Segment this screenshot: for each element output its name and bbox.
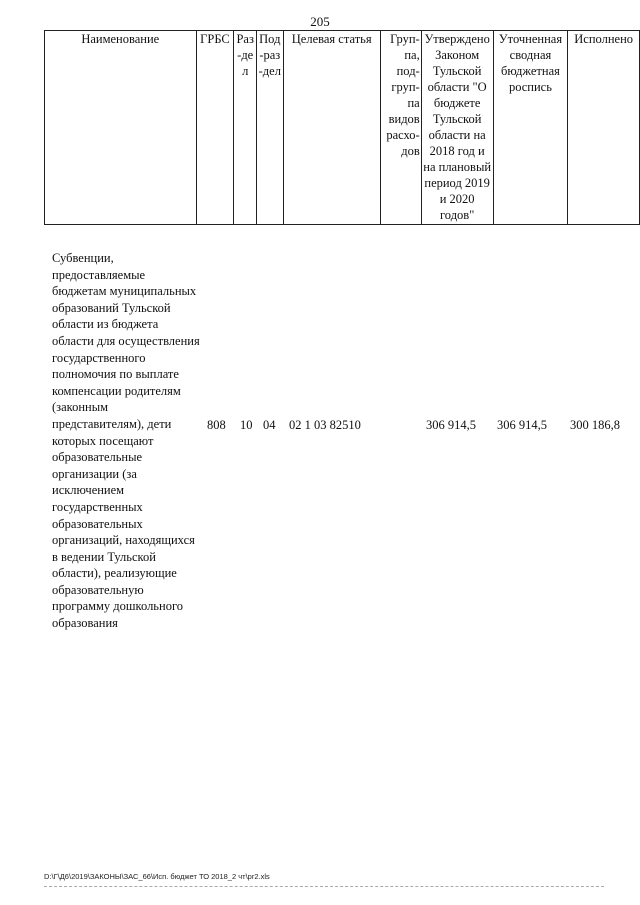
row-executed: 300 186,8 — [570, 418, 620, 432]
header-name: Наименование — [45, 31, 197, 225]
header-podrazdel: Под-раз-дел — [257, 31, 284, 225]
header-razdel: Раз-дел — [234, 31, 257, 225]
header-approved: Утверждено Законом Тульской области "О бюджете Тульской области на 2018 год и на плановый период 2019 и 2020 годов" — [421, 31, 493, 225]
page-number: 205 — [310, 14, 330, 29]
header-group: Груп-па, под-груп-па видов расхо-дов — [380, 31, 421, 225]
row-approved: 306 914,5 — [426, 418, 476, 432]
footer-divider — [44, 886, 604, 887]
row-grbs: 808 — [207, 418, 226, 432]
file-path-footer: D:\Г\Д6\2019\ЗАКОНЫ\ЗАС_66\Исп. бюджет ТО 2018_2 чт\pr2.xls — [44, 872, 270, 881]
header-target: Целевая статья — [283, 31, 380, 225]
row-podrazdel: 04 — [263, 418, 276, 432]
row-refined: 306 914,5 — [497, 418, 547, 432]
row-name: Субвенции, предоставляемые бюджетам муниципальных образований Тульской области из бюджета области для осуществления государственного полномочия по выплате компенсации родителям (законным представителям), дети которых посещают образовательные организации (за исключением государственных образовательных организаций, находящихся в ведении Тульской области), реализующие образовательную программу дошкольного образования — [52, 251, 200, 631]
header-refined: Уточненная сводная бюджетная роспись — [493, 31, 568, 225]
header-grbs: ГРБС — [196, 31, 234, 225]
row-razdel: 10 — [240, 418, 253, 432]
row-target: 02 1 03 82510 — [289, 418, 361, 432]
table-header — [44, 30, 640, 225]
header-executed: Исполнено — [568, 31, 640, 225]
